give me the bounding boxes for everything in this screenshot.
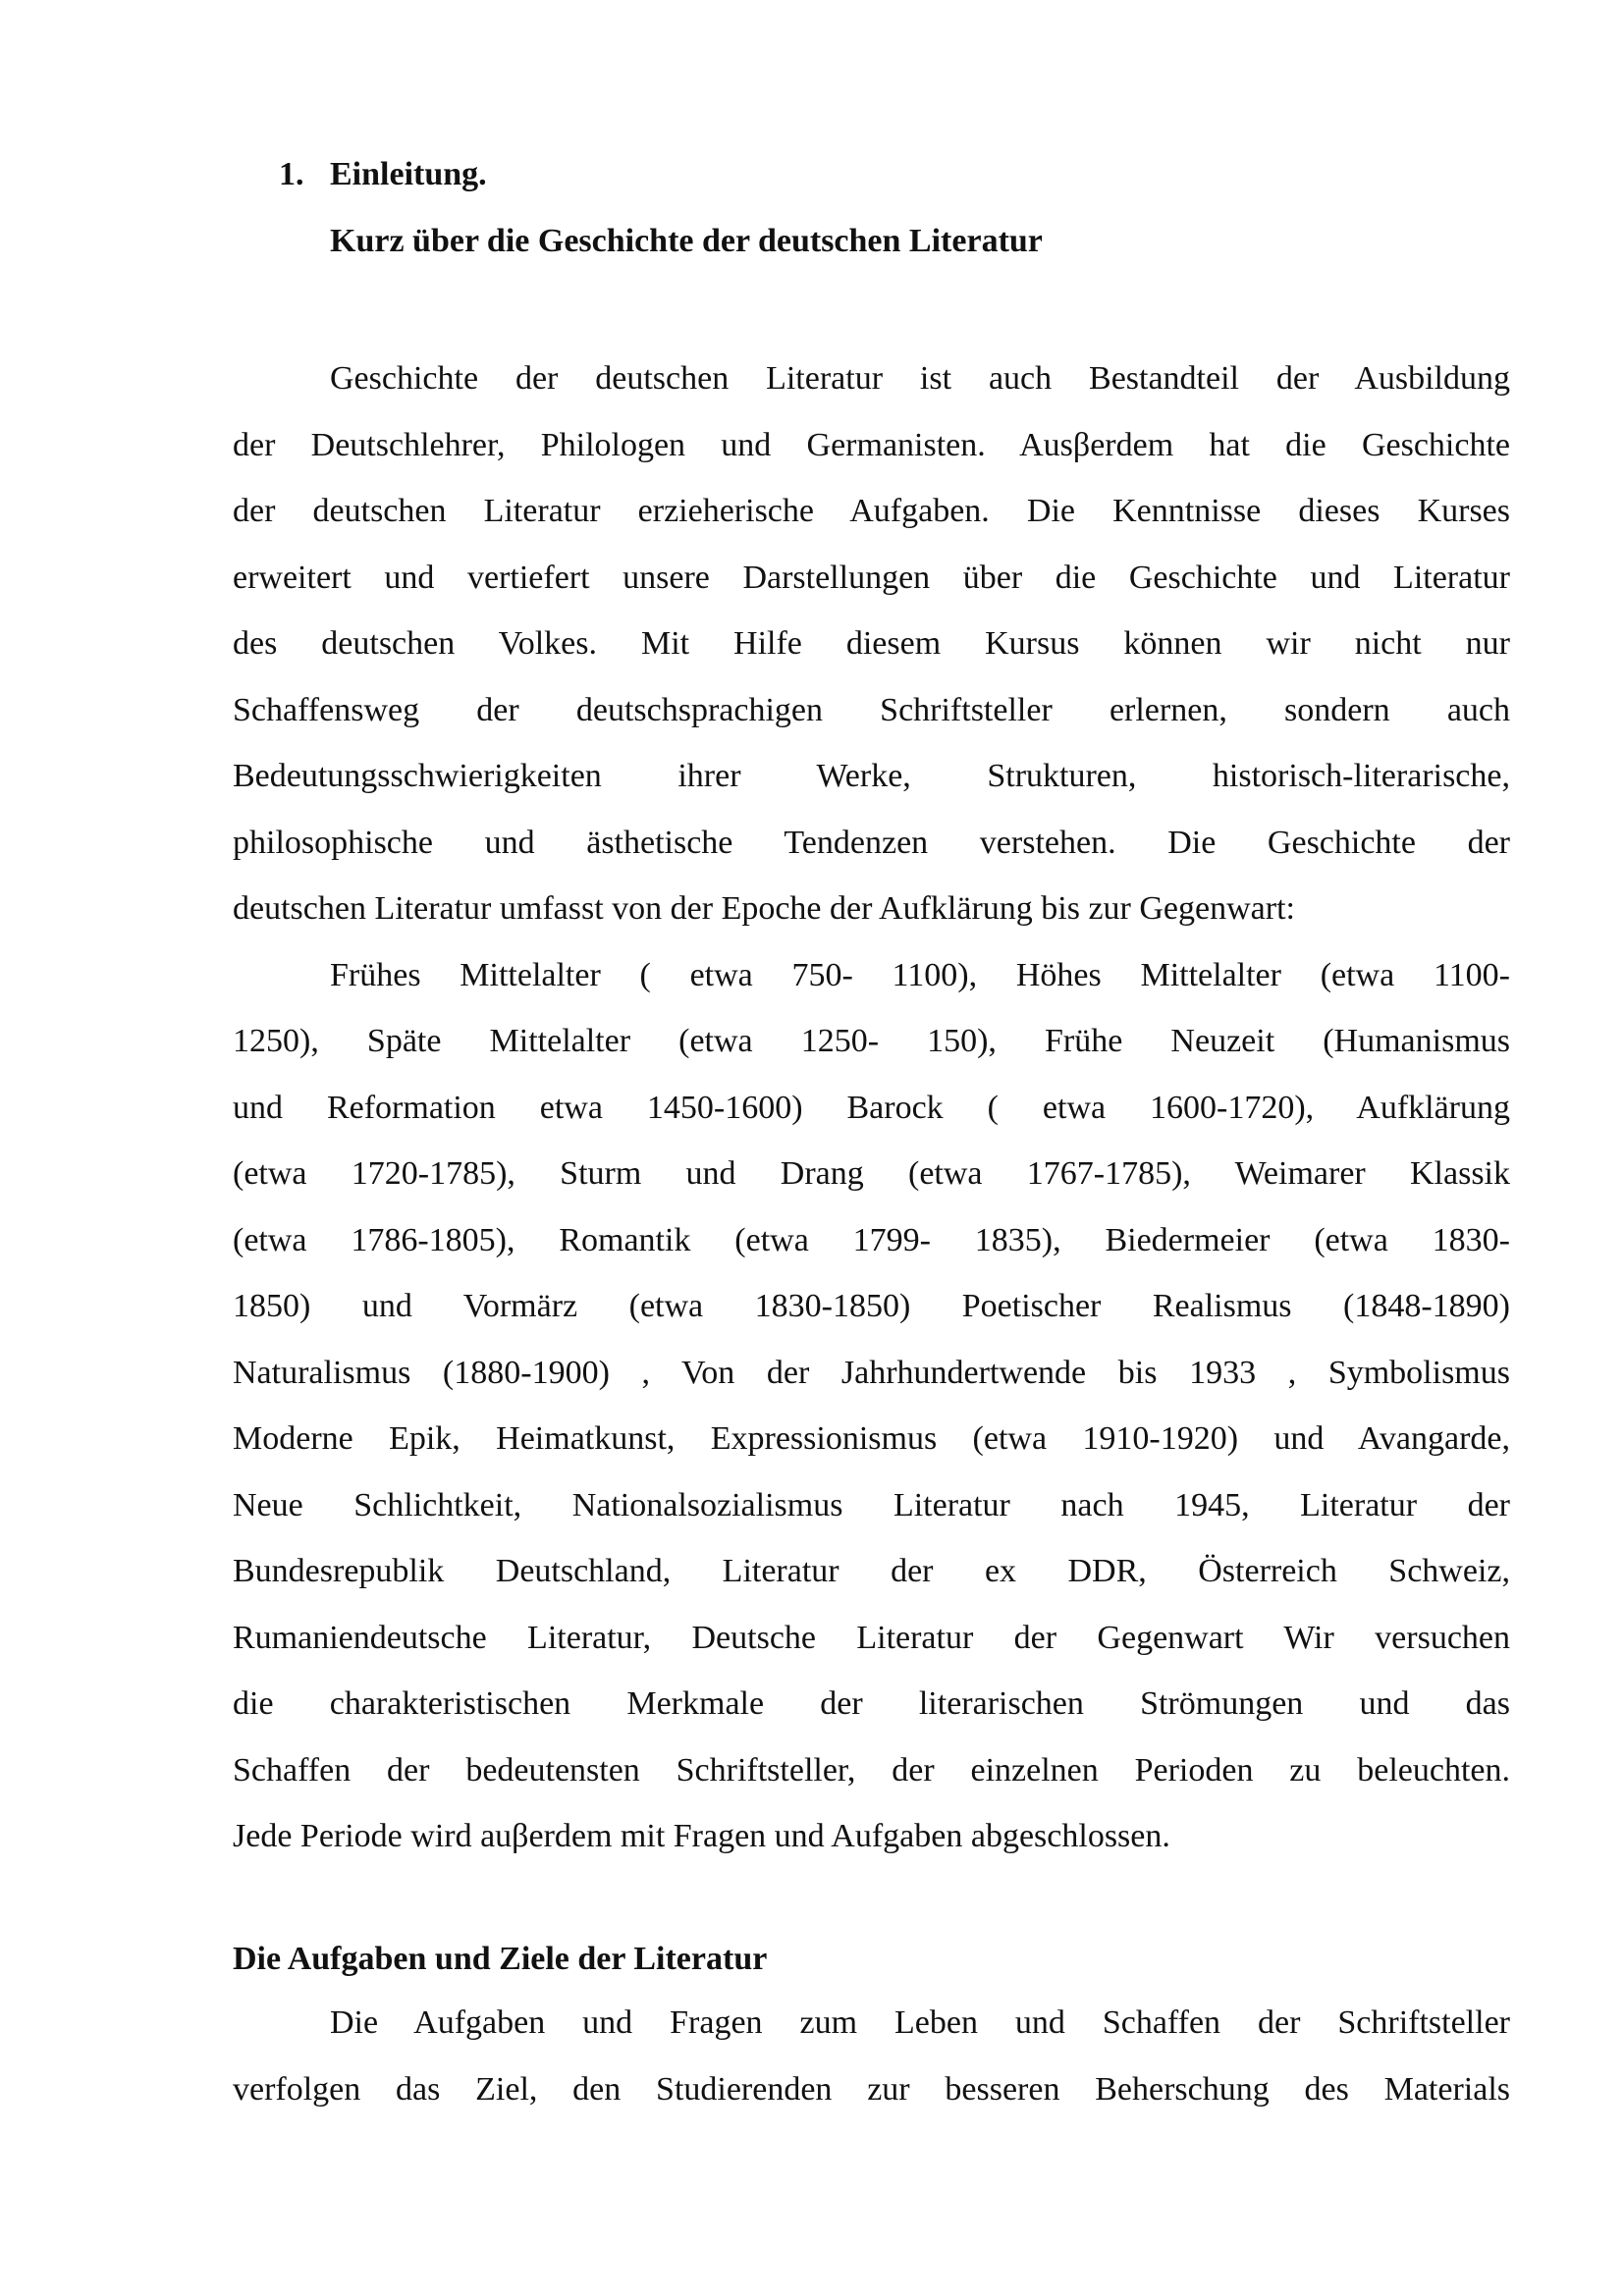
text-line: Naturalismus (1880-1900) , Von der Jahrhundertwende bis 1933 , Symbolismus [233,1354,1510,1391]
text-line: Bundesrepublik Deutschland, Literatur der ex DDR, Österreich Schweiz, [233,1553,1510,1589]
text-line: Frühes Mittelalter ( etwa 750- 1100), Höhes Mittelalter (etwa 1100- [330,956,1510,993]
text-line: Jede Periode wird auβerdem mit Fragen und Aufgaben abgeschlossen. [233,1818,1170,1854]
text-line: Geschichte der deutschen Literatur ist auch Bestandteil der Ausbildung [330,360,1510,397]
text-line: der Deutschlehrer, Philologen und Germanisten. Ausβerdem hat die Geschichte [233,426,1510,463]
chapter-title: Einleitung. [330,156,487,192]
text-line: Moderne Epik, Heimatkunst, Expressionismus (etwa 1910-1920) und Avangarde, [233,1420,1510,1457]
text-line: Rumaniendeutsche Literatur, Deutsche Literatur der Gegenwart Wir versuchen [233,1619,1510,1656]
intro-text [233,346,1510,1870]
chapter-subtitle: Kurz über die Geschichte der deutschen Literatur [330,223,1043,259]
text-line: des deutschen Volkes. Mit Hilfe diesem Kursus können wir nicht nur [233,625,1510,662]
text-line: der deutschen Literatur erzieherische Aufgaben. Die Kenntnisse dieses Kurses [233,493,1510,529]
chapter-heading [279,155,487,194]
text-line: (etwa 1720-1785), Sturm und Drang (etwa 1767-1785), Weimarer Klassik [233,1155,1510,1192]
text-line: die charakteristischen Merkmale der literarischen Strömungen und das [233,1685,1510,1722]
text-line: 1850) und Vormärz (etwa 1830-1850) Poetischer Realismus (1848-1890) [233,1288,1510,1324]
text-line: 1250), Späte Mittelalter (etwa 1250- 150), Frühe Neuzeit (Humanismus [233,1023,1510,1059]
section-heading: Die Aufgaben und Ziele der Literatur [233,1941,768,1977]
text-line: deutschen Literatur umfasst von der Epoche der Aufklärung bis zur Gegenwart: [233,890,1295,927]
text-line: philosophische und ästhetische Tendenzen verstehen. Die Geschichte der [233,824,1510,861]
text-line: erweitert und vertiefert unsere Darstellungen über die Geschichte und Literatur [233,559,1510,596]
text-line: Die Aufgaben und Fragen zum Leben und Schaffen der Schriftsteller [330,2004,1510,2041]
text-line: verfolgen das Ziel, den Studierenden zur besseren Beherschung des Materials [233,2070,1510,2108]
text-line: Schaffensweg der deutschsprachigen Schriftsteller erlernen, sondern auch [233,691,1510,728]
text-line: Neue Schlichtkeit, Nationalsozialismus Literatur nach 1945, Literatur der [233,1486,1510,1523]
text-line: Bedeutungsschwierigkeiten ihrer Werke, Strukturen, historisch-literarische, [233,758,1510,794]
text-line: und Reformation etwa 1450-1600) Barock ( etwa 1600-1720), Aufklärung [233,1089,1510,1126]
text-line: Schaffen der bedeutensten Schriftsteller, der einzelnen Perioden zu beleuchten. [233,1751,1510,1789]
chapter-number: 1. [279,156,304,192]
text-line: (etwa 1786-1805), Romantik (etwa 1799- 1835), Biedermeier (etwa 1830- [233,1221,1510,1258]
section-text [233,1990,1510,2122]
